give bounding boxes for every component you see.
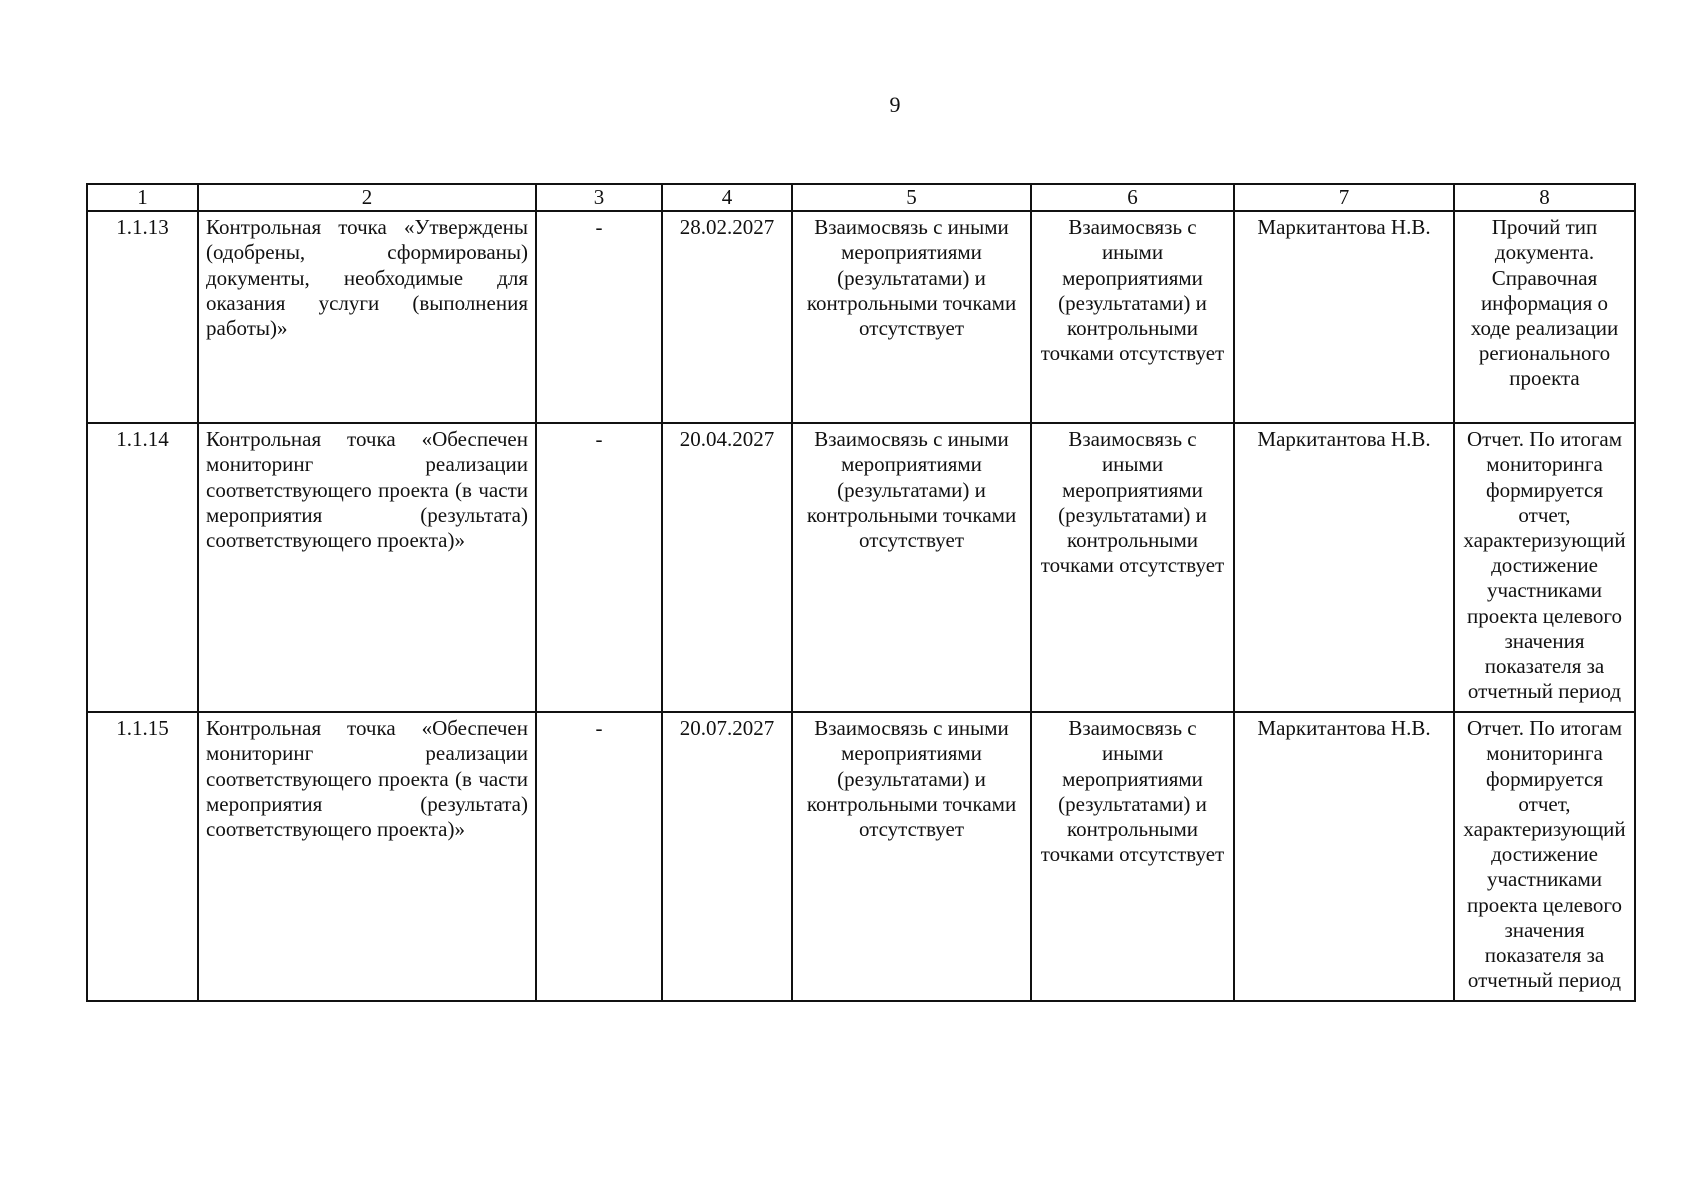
table-header-row xyxy=(87,184,1635,211)
row-number: 1.1.14 xyxy=(87,423,198,712)
column-header: 4 xyxy=(662,184,792,211)
table-row xyxy=(87,423,1635,712)
control-point-name: Контрольная точка «Обеспечен мониторинг реализации соответствующего проекта (в части мероприятия (результата) соответствующего проекта)» xyxy=(198,712,536,1001)
responsible-person: Маркитантова Н.В. xyxy=(1234,712,1454,1001)
deadline-date: 20.07.2027 xyxy=(662,712,792,1001)
responsible-person: Маркитантова Н.В. xyxy=(1234,423,1454,712)
table-row xyxy=(87,712,1635,1001)
deadline-date: 28.02.2027 xyxy=(662,211,792,423)
page-number: 9 xyxy=(889,92,901,117)
relation-events: Взаимосвязь с иными мероприятиями (результатами) и контрольными точками отсутствует xyxy=(1031,211,1234,423)
column-header: 5 xyxy=(792,184,1031,211)
column-header: 7 xyxy=(1234,184,1454,211)
relation-events: Взаимосвязь с иными мероприятиями (результатами) и контрольными точками отсутствует xyxy=(1031,712,1234,1001)
column-3-value: - xyxy=(536,712,662,1001)
column-header: 8 xyxy=(1454,184,1635,211)
control-points-table xyxy=(86,183,1636,1002)
column-header: 6 xyxy=(1031,184,1234,211)
control-point-name: Контрольная точка «Обеспечен мониторинг реализации соответствующего проекта (в части мероприятия (результата) соответствующего проекта)» xyxy=(198,423,536,712)
column-header: 3 xyxy=(536,184,662,211)
control-point-name: Контрольная точка «Утверждены (одобрены, сформированы) документы, необходимые для оказания услуги (выполнения работы)» xyxy=(198,211,536,423)
relation-results: Взаимосвязь с иными мероприятиями (результатами) и контрольными точками отсутствует xyxy=(792,712,1031,1001)
relation-results: Взаимосвязь с иными мероприятиями (результатами) и контрольными точками отсутствует xyxy=(792,423,1031,712)
relation-events: Взаимосвязь с иными мероприятиями (результатами) и контрольными точками отсутствует xyxy=(1031,423,1234,712)
document-type: Отчет. По итогам мониторинга формируется отчет, характеризующий достижение участниками проекта целевого значения показателя за отчетный период xyxy=(1454,712,1635,1001)
column-header: 2 xyxy=(198,184,536,211)
column-3-value: - xyxy=(536,211,662,423)
document-type: Отчет. По итогам мониторинга формируется отчет, характеризующий достижение участниками проекта целевого значения показателя за отчетный период xyxy=(1454,423,1635,712)
document-type: Прочий тип документа. Справочная информация о ходе реализации регионального проекта xyxy=(1454,211,1635,423)
column-header: 1 xyxy=(87,184,198,211)
table-row xyxy=(87,211,1635,423)
row-number: 1.1.13 xyxy=(87,211,198,423)
column-3-value: - xyxy=(536,423,662,712)
deadline-date: 20.04.2027 xyxy=(662,423,792,712)
row-number: 1.1.15 xyxy=(87,712,198,1001)
relation-results: Взаимосвязь с иными мероприятиями (результатами) и контрольными точками отсутствует xyxy=(792,211,1031,423)
responsible-person: Маркитантова Н.В. xyxy=(1234,211,1454,423)
